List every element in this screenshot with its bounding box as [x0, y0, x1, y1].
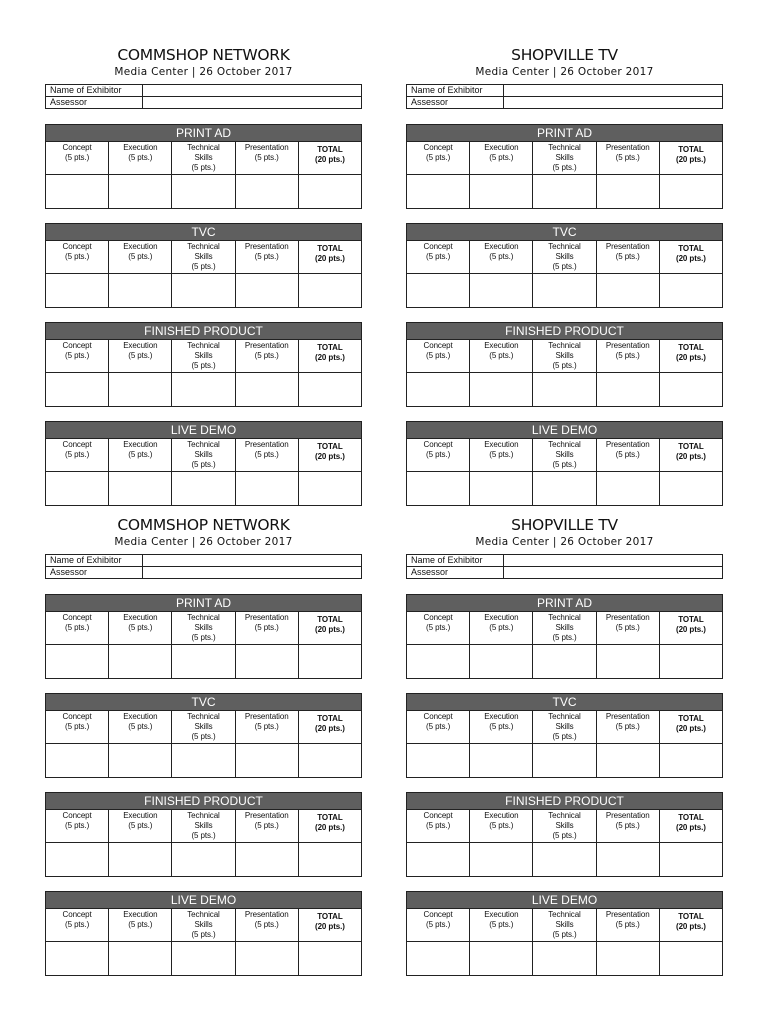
exhibitor-label: Name of Exhibitor — [46, 85, 143, 97]
assessor-row — [46, 567, 362, 579]
criterion-execution-label: Execution (5 pts.) — [470, 340, 533, 372]
score-cell-presentation[interactable] — [597, 645, 660, 678]
score-cell-total[interactable] — [299, 175, 361, 208]
criterion-presentation-label: Presentation (5 pts.) — [236, 711, 299, 743]
info-table — [45, 554, 362, 579]
score-cell-presentation[interactable] — [597, 744, 660, 777]
criterion-presentation-label: Presentation (5 pts.) — [236, 810, 299, 842]
scoring-section — [406, 124, 723, 209]
criterion-presentation-label: Presentation (5 pts.) — [236, 439, 299, 471]
scoring-section — [45, 891, 362, 976]
score-cell-presentation[interactable] — [597, 472, 660, 505]
criterion-presentation-label: Presentation (5 pts.) — [597, 711, 660, 743]
score-cell-execution[interactable] — [470, 274, 533, 307]
criterion-presentation-label: Presentation (5 pts.) — [236, 612, 299, 644]
score-cell-concept[interactable] — [46, 843, 109, 876]
section-title: FINISHED PRODUCT — [407, 793, 722, 810]
sheet-title: COMMSHOP NETWORK — [117, 516, 290, 534]
criteria-row — [46, 340, 361, 373]
scoring-section — [45, 223, 362, 308]
scoring-section — [45, 322, 362, 407]
criteria-row — [46, 241, 361, 274]
section-title: PRINT AD — [407, 125, 722, 142]
sheet-subtitle: Media Center | 26 October 2017 — [114, 66, 293, 78]
score-cell-concept[interactable] — [46, 472, 109, 505]
score-cell-execution[interactable] — [109, 373, 172, 406]
criterion-technical-label: Technical Skills (5 pts.) — [533, 241, 596, 273]
assessor-row — [407, 97, 723, 109]
sheet-subtitle: Media Center | 26 October 2017 — [475, 536, 654, 548]
score-cell-execution[interactable] — [470, 744, 533, 777]
criterion-technical-label: Technical Skills (5 pts.) — [533, 612, 596, 644]
score-cell-technical[interactable] — [172, 942, 235, 975]
score-cell-presentation[interactable] — [597, 274, 660, 307]
score-row — [46, 645, 361, 678]
criterion-technical-label: Technical Skills (5 pts.) — [172, 439, 235, 471]
score-row — [407, 175, 722, 208]
score-cell-concept[interactable] — [407, 274, 470, 307]
section-title: TVC — [46, 694, 361, 711]
criterion-execution-label: Execution (5 pts.) — [470, 142, 533, 174]
score-cell-presentation[interactable] — [236, 373, 299, 406]
score-cell-total[interactable] — [660, 175, 722, 208]
criterion-concept-label: Concept (5 pts.) — [46, 711, 109, 743]
criterion-execution-label: Execution (5 pts.) — [470, 711, 533, 743]
score-cell-concept[interactable] — [46, 274, 109, 307]
score-cell-concept[interactable] — [46, 175, 109, 208]
score-cell-total[interactable] — [299, 645, 361, 678]
criteria-row — [46, 810, 361, 843]
score-row — [407, 843, 722, 876]
section-title: LIVE DEMO — [407, 422, 722, 439]
criterion-total-label: TOTAL (20 pts.) — [676, 615, 706, 634]
sheet-title: SHOPVILLE TV — [511, 516, 618, 534]
score-cell-total[interactable] — [660, 744, 722, 777]
score-cell-concept[interactable] — [46, 645, 109, 678]
score-cell-total[interactable] — [660, 942, 722, 975]
criterion-execution-label: Execution (5 pts.) — [470, 810, 533, 842]
criteria-row — [407, 711, 722, 744]
score-cell-technical[interactable] — [172, 175, 235, 208]
score-cell-execution[interactable] — [109, 274, 172, 307]
scoring-section — [45, 693, 362, 778]
criterion-execution-label: Execution (5 pts.) — [470, 439, 533, 471]
score-cell-concept[interactable] — [46, 744, 109, 777]
score-cell-execution[interactable] — [109, 744, 172, 777]
criterion-execution-label: Execution (5 pts.) — [109, 340, 172, 372]
exhibitor-label: Name of Exhibitor — [407, 85, 504, 97]
exhibitor-field[interactable] — [504, 85, 723, 97]
score-cell-technical[interactable] — [533, 645, 596, 678]
assessor-field[interactable] — [504, 567, 723, 579]
score-cell-technical[interactable] — [533, 373, 596, 406]
criterion-concept-label: Concept (5 pts.) — [407, 241, 470, 273]
assessor-field[interactable] — [143, 567, 362, 579]
criterion-total-label: TOTAL (20 pts.) — [315, 244, 345, 263]
criterion-execution-label: Execution (5 pts.) — [109, 909, 172, 941]
criterion-concept-label: Concept (5 pts.) — [46, 439, 109, 471]
score-cell-technical[interactable] — [533, 175, 596, 208]
score-cell-technical[interactable] — [172, 843, 235, 876]
criterion-concept-label: Concept (5 pts.) — [46, 241, 109, 273]
score-row — [46, 472, 361, 505]
criterion-technical-label: Technical Skills (5 pts.) — [533, 810, 596, 842]
scoring-section — [406, 693, 723, 778]
criterion-concept-label: Concept (5 pts.) — [46, 142, 109, 174]
criterion-execution-label: Execution (5 pts.) — [470, 612, 533, 644]
score-cell-concept[interactable] — [407, 843, 470, 876]
criterion-execution-label: Execution (5 pts.) — [109, 612, 172, 644]
criterion-technical-label: Technical Skills (5 pts.) — [172, 810, 235, 842]
score-cell-technical[interactable] — [172, 274, 235, 307]
score-cell-concept[interactable] — [407, 645, 470, 678]
criteria-row — [407, 340, 722, 373]
info-table — [406, 84, 723, 109]
score-cell-presentation[interactable] — [236, 645, 299, 678]
criterion-technical-label: Technical Skills (5 pts.) — [533, 909, 596, 941]
score-row — [46, 373, 361, 406]
exhibitor-label: Name of Exhibitor — [407, 555, 504, 567]
scoring-section — [406, 891, 723, 976]
section-title: FINISHED PRODUCT — [407, 323, 722, 340]
score-cell-technical[interactable] — [533, 472, 596, 505]
criterion-total-label: TOTAL (20 pts.) — [676, 912, 706, 931]
exhibitor-row — [46, 85, 362, 97]
score-cell-execution[interactable] — [470, 373, 533, 406]
score-cell-execution[interactable] — [109, 645, 172, 678]
criterion-technical-label: Technical Skills (5 pts.) — [172, 142, 235, 174]
section-title: TVC — [407, 694, 722, 711]
criterion-total-label: TOTAL (20 pts.) — [676, 442, 706, 461]
criterion-execution-label: Execution (5 pts.) — [109, 439, 172, 471]
criterion-concept-label: Concept (5 pts.) — [46, 810, 109, 842]
score-row — [46, 843, 361, 876]
score-cell-total[interactable] — [660, 843, 722, 876]
assessor-field[interactable] — [504, 97, 723, 109]
score-cell-total[interactable] — [299, 843, 361, 876]
score-row — [407, 744, 722, 777]
score-cell-total[interactable] — [299, 274, 361, 307]
criterion-technical-label: Technical Skills (5 pts.) — [172, 612, 235, 644]
score-cell-execution[interactable] — [109, 942, 172, 975]
criterion-execution-label: Execution (5 pts.) — [109, 810, 172, 842]
scoring-section — [45, 594, 362, 679]
criterion-concept-label: Concept (5 pts.) — [407, 340, 470, 372]
criterion-technical-label: Technical Skills (5 pts.) — [533, 340, 596, 372]
criterion-concept-label: Concept (5 pts.) — [407, 439, 470, 471]
score-row — [407, 472, 722, 505]
score-cell-concept[interactable] — [407, 175, 470, 208]
exhibitor-field[interactable] — [143, 555, 362, 567]
criterion-total-label: TOTAL (20 pts.) — [315, 615, 345, 634]
score-cell-concept[interactable] — [407, 942, 470, 975]
info-table — [45, 84, 362, 109]
score-cell-execution[interactable] — [470, 175, 533, 208]
section-title: PRINT AD — [46, 125, 361, 142]
score-cell-presentation[interactable] — [597, 175, 660, 208]
criteria-row — [46, 612, 361, 645]
criterion-presentation-label: Presentation (5 pts.) — [236, 241, 299, 273]
score-cell-technical[interactable] — [533, 744, 596, 777]
score-cell-technical[interactable] — [172, 472, 235, 505]
criterion-presentation-label: Presentation (5 pts.) — [597, 612, 660, 644]
section-title: LIVE DEMO — [46, 422, 361, 439]
exhibitor-field[interactable] — [143, 85, 362, 97]
assessor-field[interactable] — [143, 97, 362, 109]
score-cell-technical[interactable] — [533, 843, 596, 876]
criteria-row — [407, 909, 722, 942]
criterion-execution-label: Execution (5 pts.) — [470, 241, 533, 273]
scoring-section — [406, 792, 723, 877]
score-cell-presentation[interactable] — [236, 274, 299, 307]
criteria-row — [46, 439, 361, 472]
criteria-row — [46, 142, 361, 175]
score-cell-execution[interactable] — [109, 175, 172, 208]
score-cell-presentation[interactable] — [597, 373, 660, 406]
sheet-subtitle: Media Center | 26 October 2017 — [475, 66, 654, 78]
scoring-section — [406, 594, 723, 679]
score-cell-technical[interactable] — [172, 373, 235, 406]
exhibitor-row — [46, 555, 362, 567]
score-cell-total[interactable] — [660, 472, 722, 505]
criterion-concept-label: Concept (5 pts.) — [407, 810, 470, 842]
criteria-row — [407, 142, 722, 175]
score-sheet — [406, 516, 723, 976]
score-cell-execution[interactable] — [109, 472, 172, 505]
criterion-technical-label: Technical Skills (5 pts.) — [172, 340, 235, 372]
score-cell-total[interactable] — [299, 744, 361, 777]
assessor-row — [407, 567, 723, 579]
criterion-concept-label: Concept (5 pts.) — [407, 612, 470, 644]
assessor-label: Assessor — [407, 567, 504, 579]
criterion-total-label: TOTAL (20 pts.) — [676, 813, 706, 832]
score-cell-concept[interactable] — [407, 472, 470, 505]
section-title: FINISHED PRODUCT — [46, 323, 361, 340]
score-cell-presentation[interactable] — [236, 472, 299, 505]
section-title: LIVE DEMO — [46, 892, 361, 909]
section-title: PRINT AD — [46, 595, 361, 612]
score-cell-presentation[interactable] — [236, 843, 299, 876]
score-row — [46, 274, 361, 307]
score-cell-presentation[interactable] — [597, 843, 660, 876]
criterion-technical-label: Technical Skills (5 pts.) — [533, 711, 596, 743]
assessor-label: Assessor — [46, 97, 143, 109]
criterion-technical-label: Technical Skills (5 pts.) — [172, 711, 235, 743]
criterion-presentation-label: Presentation (5 pts.) — [597, 142, 660, 174]
sheet-subtitle: Media Center | 26 October 2017 — [114, 536, 293, 548]
criteria-row — [46, 909, 361, 942]
score-cell-presentation[interactable] — [597, 942, 660, 975]
criteria-row — [407, 241, 722, 274]
assessor-row — [46, 97, 362, 109]
criterion-concept-label: Concept (5 pts.) — [407, 711, 470, 743]
score-row — [407, 645, 722, 678]
score-cell-technical[interactable] — [533, 942, 596, 975]
criterion-presentation-label: Presentation (5 pts.) — [236, 340, 299, 372]
criterion-total-label: TOTAL (20 pts.) — [315, 343, 345, 362]
criteria-row — [407, 612, 722, 645]
section-title: TVC — [46, 224, 361, 241]
exhibitor-field[interactable] — [504, 555, 723, 567]
criterion-total-label: TOTAL (20 pts.) — [315, 912, 345, 931]
score-cell-execution[interactable] — [109, 843, 172, 876]
score-cell-presentation[interactable] — [236, 942, 299, 975]
criterion-total-label: TOTAL (20 pts.) — [315, 714, 345, 733]
criterion-concept-label: Concept (5 pts.) — [46, 909, 109, 941]
criteria-row — [407, 810, 722, 843]
score-cell-concept[interactable] — [407, 373, 470, 406]
exhibitor-row — [407, 555, 723, 567]
score-cell-total[interactable] — [299, 472, 361, 505]
criterion-concept-label: Concept (5 pts.) — [46, 612, 109, 644]
criterion-execution-label: Execution (5 pts.) — [109, 711, 172, 743]
criterion-presentation-label: Presentation (5 pts.) — [597, 810, 660, 842]
criterion-presentation-label: Presentation (5 pts.) — [597, 909, 660, 941]
scoring-section — [406, 223, 723, 308]
criterion-concept-label: Concept (5 pts.) — [407, 142, 470, 174]
criterion-execution-label: Execution (5 pts.) — [109, 241, 172, 273]
criterion-presentation-label: Presentation (5 pts.) — [597, 439, 660, 471]
score-row — [46, 175, 361, 208]
score-cell-concept[interactable] — [46, 373, 109, 406]
criterion-technical-label: Technical Skills (5 pts.) — [172, 241, 235, 273]
criterion-total-label: TOTAL (20 pts.) — [315, 145, 345, 164]
score-cell-presentation[interactable] — [236, 744, 299, 777]
scoring-section — [45, 792, 362, 877]
section-title: TVC — [407, 224, 722, 241]
criterion-technical-label: Technical Skills (5 pts.) — [172, 909, 235, 941]
score-cell-execution[interactable] — [470, 843, 533, 876]
criterion-technical-label: Technical Skills (5 pts.) — [533, 439, 596, 471]
criterion-execution-label: Execution (5 pts.) — [470, 909, 533, 941]
assessor-label: Assessor — [407, 97, 504, 109]
sheet-title: COMMSHOP NETWORK — [117, 46, 290, 64]
score-cell-total[interactable] — [660, 373, 722, 406]
section-title: PRINT AD — [407, 595, 722, 612]
exhibitor-row — [407, 85, 723, 97]
criterion-presentation-label: Presentation (5 pts.) — [236, 909, 299, 941]
score-cell-technical[interactable] — [533, 274, 596, 307]
score-cell-execution[interactable] — [470, 942, 533, 975]
criterion-total-label: TOTAL (20 pts.) — [676, 714, 706, 733]
score-row — [407, 373, 722, 406]
score-cell-execution[interactable] — [470, 472, 533, 505]
score-row — [407, 274, 722, 307]
scoring-section — [406, 421, 723, 506]
score-sheet — [45, 46, 362, 506]
criterion-presentation-label: Presentation (5 pts.) — [597, 241, 660, 273]
criterion-total-label: TOTAL (20 pts.) — [676, 244, 706, 263]
score-cell-execution[interactable] — [470, 645, 533, 678]
score-sheet — [45, 516, 362, 976]
criteria-row — [407, 439, 722, 472]
scoring-section — [45, 124, 362, 209]
section-title: FINISHED PRODUCT — [46, 793, 361, 810]
exhibitor-label: Name of Exhibitor — [46, 555, 143, 567]
criterion-presentation-label: Presentation (5 pts.) — [236, 142, 299, 174]
info-table — [406, 554, 723, 579]
section-title: LIVE DEMO — [407, 892, 722, 909]
criterion-total-label: TOTAL (20 pts.) — [315, 442, 345, 461]
score-cell-technical[interactable] — [172, 645, 235, 678]
score-cell-technical[interactable] — [172, 744, 235, 777]
criterion-total-label: TOTAL (20 pts.) — [676, 343, 706, 362]
score-row — [46, 942, 361, 975]
score-row — [407, 942, 722, 975]
criterion-concept-label: Concept (5 pts.) — [407, 909, 470, 941]
score-cell-concept[interactable] — [46, 942, 109, 975]
score-sheet — [406, 46, 723, 506]
assessor-label: Assessor — [46, 567, 143, 579]
criterion-presentation-label: Presentation (5 pts.) — [597, 340, 660, 372]
score-cell-total[interactable] — [660, 274, 722, 307]
scoring-section — [45, 421, 362, 506]
sheet-title: SHOPVILLE TV — [511, 46, 618, 64]
score-cell-total[interactable] — [299, 942, 361, 975]
criterion-concept-label: Concept (5 pts.) — [46, 340, 109, 372]
criterion-total-label: TOTAL (20 pts.) — [315, 813, 345, 832]
criterion-technical-label: Technical Skills (5 pts.) — [533, 142, 596, 174]
criteria-row — [46, 711, 361, 744]
scoring-section — [406, 322, 723, 407]
score-cell-presentation[interactable] — [236, 175, 299, 208]
score-row — [46, 744, 361, 777]
criterion-execution-label: Execution (5 pts.) — [109, 142, 172, 174]
score-cell-total[interactable] — [299, 373, 361, 406]
score-cell-total[interactable] — [660, 645, 722, 678]
criterion-total-label: TOTAL (20 pts.) — [676, 145, 706, 164]
score-cell-concept[interactable] — [407, 744, 470, 777]
